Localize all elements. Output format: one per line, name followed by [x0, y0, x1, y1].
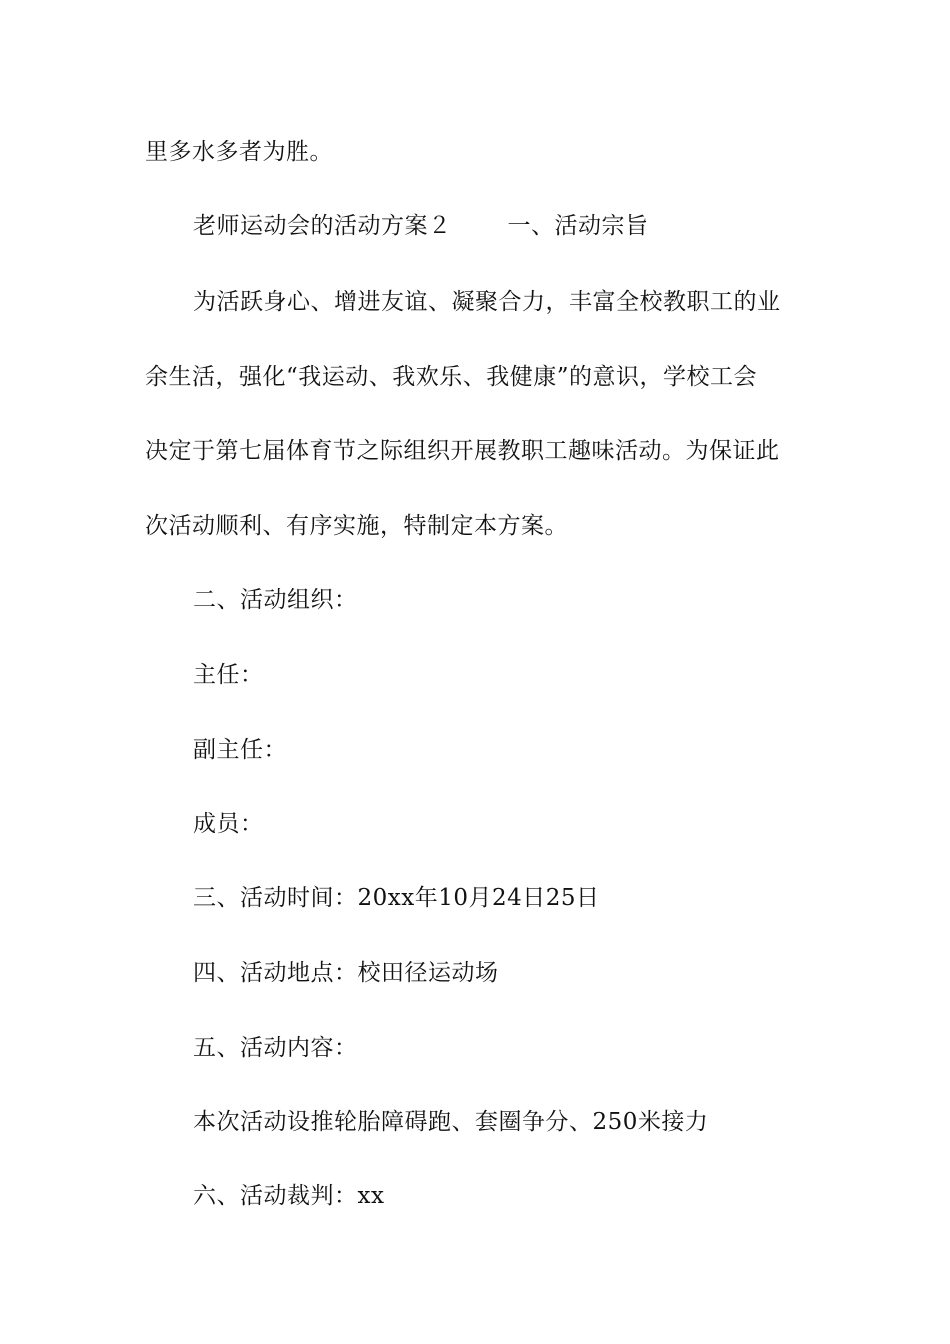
heading-location: 四、活动地点：校田径运动场: [193, 960, 499, 986]
heading-referee: 六、活动裁判：xx: [193, 1183, 385, 1209]
text-line-continuation: 里多水多者为胜。: [145, 139, 333, 165]
paragraph-line-4: 次活动顺利、有序实施，特制定本方案。: [145, 513, 568, 539]
label-deputy-director: 副主任：: [193, 737, 287, 763]
content-description: 本次活动设推轮胎障碍跑、套圈争分、250米接力: [193, 1109, 709, 1135]
label-director: 主任：: [193, 662, 264, 688]
heading-time: 三、活动时间：20xx年10月24日25日: [193, 885, 600, 911]
paragraph-line-1: 为活跃身心、增进友谊、凝聚合力，丰富全校教职工的业: [193, 289, 781, 315]
heading-purpose: 一、活动宗旨: [507, 213, 649, 239]
paragraph-line-2: 余生活，强化“我运动、我欢乐、我健康”的意识，学校工会: [145, 364, 758, 390]
heading-content: 五、活动内容：: [193, 1035, 358, 1061]
label-members: 成员：: [193, 811, 264, 837]
section-heading-row: [193, 211, 863, 241]
paragraph-line-3: 决定于第七届体育节之际组织开展教职工趣味活动。为保证此: [145, 438, 780, 464]
heading-organization: 二、活动组织：: [193, 587, 358, 613]
plan-title: 老师运动会的活动方案２: [193, 213, 452, 239]
